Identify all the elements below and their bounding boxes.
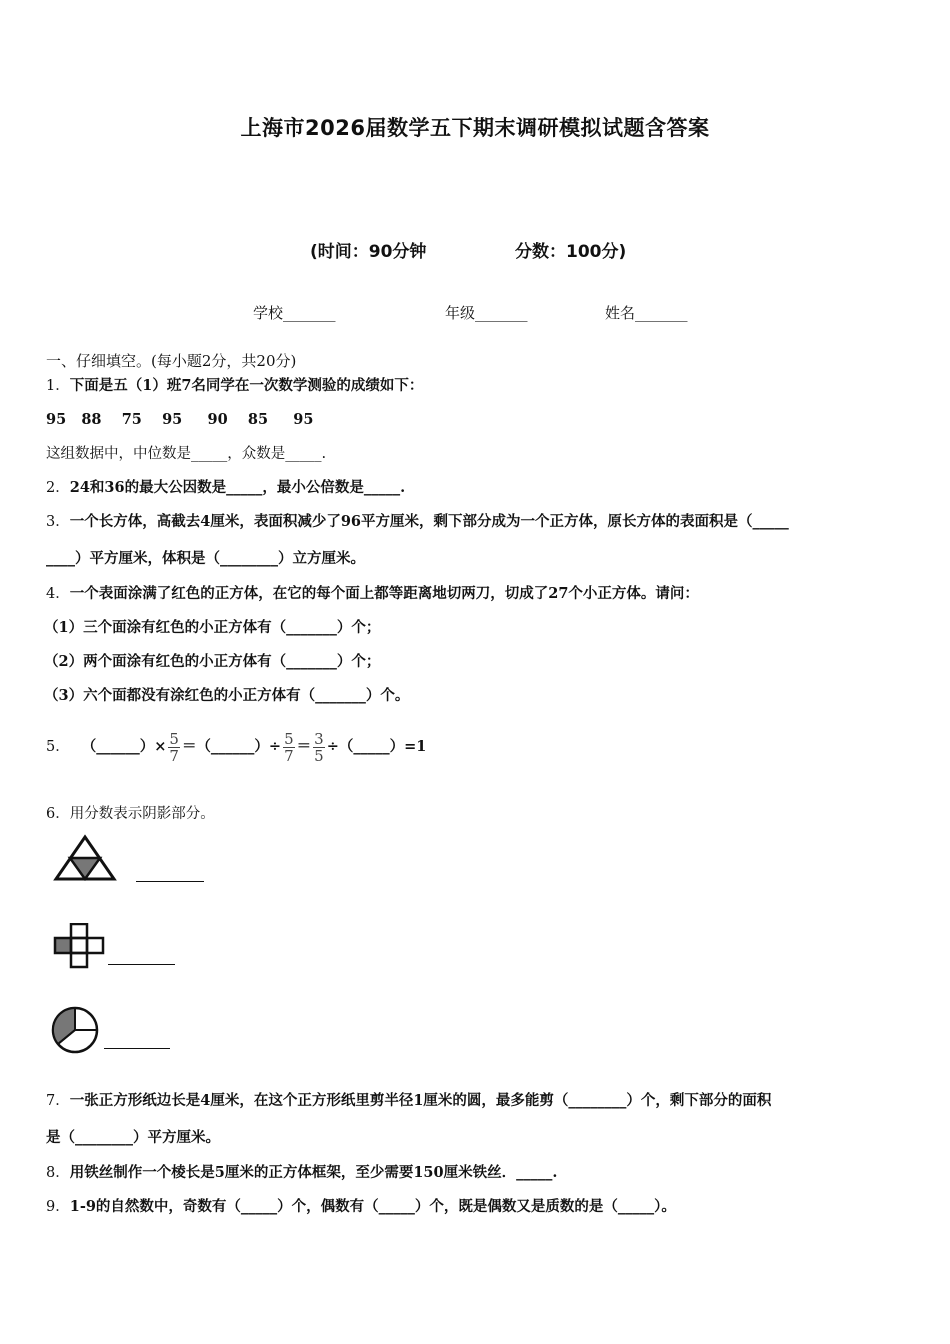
fraction-denominator: 5 xyxy=(314,746,324,765)
cross-square xyxy=(71,938,87,953)
question-number: 7． xyxy=(46,1093,70,1109)
question-7-cont: 是（________）平方厘米。 xyxy=(46,1129,220,1146)
page-title: 上海市2026届数学五下期末调研模拟试题含答案 xyxy=(240,116,710,140)
question-number: 2． xyxy=(46,480,70,496)
question-text: 一个长方体，高截去4厘米，表面积减少了96平方厘米，剩下部分成为一个正方体，原长方体的表面积是（_____ xyxy=(69,513,789,530)
question-6 xyxy=(46,804,215,824)
question-text: 一张正方形纸边长是4厘米，在这个正方形纸里剪半径1厘米的圆，最多能剪（________）个，剩下部分的面积 xyxy=(69,1092,772,1109)
answer-line xyxy=(136,880,204,882)
question-number: 1． xyxy=(46,378,70,394)
question-number: 4． xyxy=(46,586,70,602)
fraction-numerator: 5 xyxy=(284,729,294,748)
question-number: 8． xyxy=(46,1165,70,1181)
answer-line xyxy=(108,963,175,965)
triangle-figure xyxy=(52,833,118,883)
question-number: 9． xyxy=(46,1199,70,1215)
fraction-3-5 xyxy=(313,731,325,764)
question-number: 6． xyxy=(46,806,70,822)
cross-square xyxy=(87,938,103,953)
q5-part-1: （______）× xyxy=(81,738,167,755)
fraction-5-7-b xyxy=(283,731,295,764)
fraction-5-7-a xyxy=(168,731,180,764)
question-4 xyxy=(46,584,699,604)
question-text: 一个表面涂满了红色的正方体，在它的每个面上都等距离地切两刀，切成了27个小正方体。请问： xyxy=(69,585,699,602)
question-3 xyxy=(46,512,789,532)
question-2 xyxy=(46,478,405,498)
cross-figure xyxy=(52,923,106,969)
question-7 xyxy=(46,1091,771,1111)
name-field: 姓名_______ xyxy=(605,304,688,322)
exam-score: 分数：100分) xyxy=(515,242,627,262)
fraction-denominator: 7 xyxy=(169,746,179,765)
score-list: 95 88 75 95 90 85 95 xyxy=(46,411,314,428)
question-text: 24和36的最大公因数是_____，最小公倍数是_____. xyxy=(69,479,406,496)
question-1 xyxy=(46,376,423,396)
question-5 xyxy=(46,722,426,772)
question-9 xyxy=(46,1197,676,1217)
question-4-part-2: （2）两个面涂有红色的小正方体有（_______）个； xyxy=(44,653,381,670)
question-number: 5． xyxy=(46,739,70,755)
cross-square xyxy=(71,924,87,938)
question-number: 3． xyxy=(46,514,70,530)
question-4-part-3: （3）六个面都没有涂红色的小正方体有（_______）个。 xyxy=(44,687,410,704)
question-text: 1-9的自然数中，奇数有（_____）个，偶数有（_____）个，既是偶数又是质数的是（_____）。 xyxy=(69,1198,676,1215)
question-1-ask: 这组数据中，中位数是_____，众数是_____. xyxy=(46,446,327,462)
section-heading: 一、仔细填空。(每小题2分，共20分) xyxy=(46,352,297,370)
question-4-part-1: （1）三个面涂有红色的小正方体有（_______）个； xyxy=(44,619,381,636)
circle-figure xyxy=(48,1005,104,1055)
answer-line xyxy=(104,1047,170,1049)
cross-square xyxy=(71,953,87,967)
q5-equals: ＝ xyxy=(296,738,312,755)
question-text: 用铁丝制作一个棱长是5厘米的正方体框架，至少需要150厘米铁丝．_____. xyxy=(69,1164,558,1181)
school-field: 学校_______ xyxy=(253,304,336,322)
question-3-cont: ____）平方厘米，体积是（________）立方厘米。 xyxy=(46,550,365,567)
q5-part-3: ÷（_____）=1 xyxy=(326,738,427,755)
exam-time: (时间：90分钟 xyxy=(310,242,427,262)
question-8 xyxy=(46,1163,557,1183)
fraction-numerator: 5 xyxy=(169,729,179,748)
question-text: 用分数表示阴影部分。 xyxy=(69,806,215,822)
grade-field: 年级_______ xyxy=(445,304,528,322)
cross-square-shaded xyxy=(55,938,71,953)
q5-part-2: ＝（______）÷ xyxy=(181,738,282,755)
triangle-shaded xyxy=(70,858,100,879)
fraction-numerator: 3 xyxy=(314,729,324,748)
question-text: 下面是五（1）班7名同学在一次数学测验的成绩如下： xyxy=(69,377,424,394)
fraction-denominator: 7 xyxy=(284,746,294,765)
